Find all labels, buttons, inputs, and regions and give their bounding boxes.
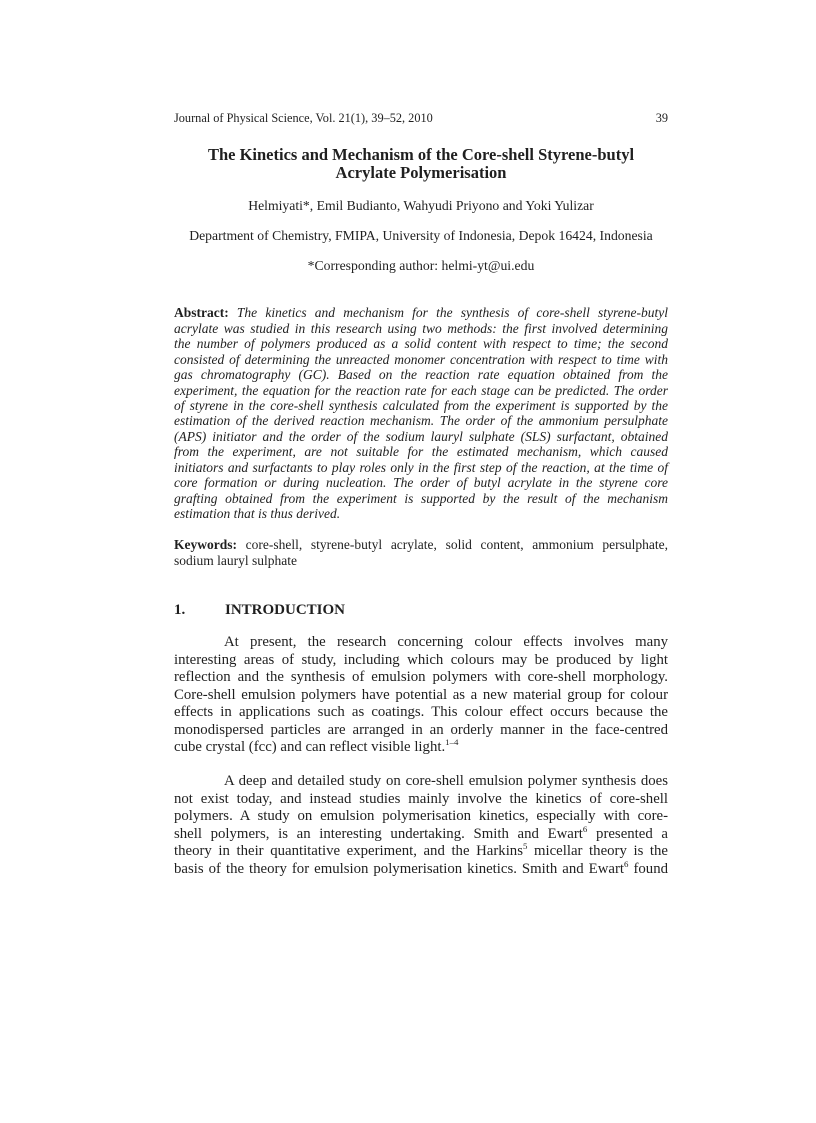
- abstract-line: [174, 429, 668, 444]
- paragraph-text: A deep and detailed study on core-shell emulsion polymer synthesis does: [224, 773, 668, 790]
- paragraph-line: [174, 861, 668, 879]
- abstract-line: [174, 413, 668, 428]
- abstract-line: [174, 305, 668, 320]
- paragraph-line: [174, 843, 668, 861]
- paragraph-line: [174, 704, 668, 722]
- citation-superscript: 6: [582, 825, 588, 834]
- abstract-line: [174, 506, 668, 521]
- abstract-text: experiment, the equation for the reaction rate for each stage can be predicted. The order: [174, 382, 668, 398]
- title-line: The Kinetics and Mechanism of the Core-shell Styrene-butyl: [207, 145, 635, 164]
- abstract-text: the number of polymers produced as a solid content with respect to time; the second: [174, 336, 668, 352]
- paragraph-line: [174, 652, 668, 670]
- paragraph-line: [174, 826, 668, 844]
- abstract-line: [174, 475, 668, 490]
- abstract-text: consisted of determining the unreacted monomer concentration with respect to time with: [174, 351, 668, 367]
- corresponding-author: *Corresponding author: helmi-yt@ui.edu: [307, 258, 535, 273]
- abstract-text: acrylate was studied in this research using two methods: the first involved determining: [174, 320, 668, 336]
- abstract-line: [174, 398, 668, 413]
- abstract-line: [174, 460, 668, 475]
- citation-superscript: 1–4: [445, 739, 459, 748]
- keywords: [174, 537, 668, 569]
- abstract-text: initiators and surfactants to play roles only in the first step of the reaction, at the time of: [174, 459, 668, 475]
- paragraph-text: not exist today, and instead studies mainly involve the kinetics of core-shell: [174, 790, 668, 807]
- abstract-text: core formation or during nucleation. The order of butyl acrylate in the styrene core: [174, 475, 668, 491]
- paragraph-line: [174, 669, 668, 687]
- citation-superscript: 6: [624, 860, 629, 869]
- abstract-text: (APS) initiator and the order of the sodium lauryl sulphate (SLS) surfactant, obtained: [174, 428, 668, 444]
- paragraph-text: monodispersed particles are arranged in an orderly manner in the face-centred: [174, 721, 668, 738]
- abstract-line: [174, 321, 668, 336]
- abstract-text: of styrene in the core-shell synthesis calculated from the experiment is supported by the: [174, 398, 668, 414]
- author-list: Helmiyati*, Emil Budianto, Wahyudi Priyono and Yoki Yulizar: [248, 198, 594, 213]
- abstract-text: estimation that is thus derived.: [174, 506, 341, 522]
- abstract-line: [174, 444, 668, 459]
- abstract-line: [174, 352, 668, 367]
- abstract: [174, 305, 668, 521]
- abstract-line: [174, 336, 668, 351]
- paragraph-line: [174, 773, 668, 791]
- introduction-paragraph: [174, 634, 668, 757]
- abstract-text: gas chromatography (GC). Based on the reaction rate equation obtained from the: [174, 367, 668, 383]
- abstract-text: grafting obtained from the experiment is supported by the result of the mechanism: [174, 490, 668, 506]
- paper-title: [174, 146, 668, 182]
- keywords-text: sodium lauryl sulphate: [174, 553, 297, 568]
- paragraph-text: found: [628, 860, 668, 877]
- abstract-text: The kinetics and mechanism for the synthesis of core-shell styrene-butyl: [236, 305, 668, 321]
- keywords-line: [174, 553, 668, 569]
- paragraph-text: polymers. A study on emulsion polymerisation kinetics, especially with core-: [174, 808, 668, 825]
- abstract-text: estimation of the derived reaction mechanism. The order of the ammonium persulphate: [174, 413, 668, 429]
- paragraph-line: [174, 722, 668, 740]
- abstract-line: [174, 383, 668, 398]
- paragraph-text: interesting areas of study, including which colours may be produced by light: [174, 651, 668, 668]
- paragraph-line: [174, 791, 668, 809]
- section-title: INTRODUCTION: [225, 602, 346, 618]
- section-number: 1.: [174, 602, 186, 618]
- section-heading: [174, 601, 668, 619]
- paragraph-text: Core-shell emulsion polymers have potential as a new material group for colour: [174, 686, 668, 703]
- running-header: [174, 110, 668, 126]
- paragraph-text: cube crystal (fcc) and can reflect visible light.: [174, 739, 446, 756]
- paragraph-text: presented a: [587, 825, 668, 842]
- paragraph-text: basis of the theory for emulsion polymerisation kinetics. Smith and Ewart: [174, 860, 625, 877]
- affiliation: Department of Chemistry, FMIPA, University of Indonesia, Depok 16424, Indonesia: [189, 228, 653, 243]
- journal-citation: Journal of Physical Science, Vol. 21(1), 39–52, 2010: [174, 111, 433, 125]
- paragraph-text: effects in applications such as coatings. This colour effect occurs because the: [174, 704, 668, 721]
- keywords-label: Keywords:: [174, 537, 237, 552]
- abstract-label: Abstract:: [174, 305, 229, 321]
- abstract-line: [174, 367, 668, 382]
- paragraph-line: [174, 687, 668, 705]
- paragraph-text: At present, the research concerning colour effects involves many: [224, 634, 668, 651]
- abstract-text: from the experiment, are not suitable for the estimated mechanism, which caused: [174, 444, 668, 460]
- title-line: Acrylate Polymerisation: [335, 163, 507, 182]
- paragraph-line: [174, 634, 668, 652]
- introduction-paragraph: [174, 773, 668, 878]
- paragraph-text: shell polymers, is an interesting undertaking. Smith and Ewart: [174, 825, 583, 842]
- keywords-text: core-shell, styrene-butyl acrylate, solid content, ammonium persulphate,: [245, 537, 669, 552]
- abstract-line: [174, 491, 668, 506]
- paragraph-text: theory in their quantitative experiment, and the Harkins: [174, 843, 523, 860]
- citation-superscript: 5: [522, 843, 528, 852]
- paragraph-text: micellar theory is the: [527, 843, 668, 860]
- paragraph-text: reflection and the synthesis of emulsion polymers with core-shell morphology.: [174, 669, 668, 686]
- paragraph-line: [174, 739, 668, 757]
- page-number: 39: [655, 111, 668, 125]
- paragraph-line: [174, 808, 668, 826]
- keywords-line: [174, 537, 668, 553]
